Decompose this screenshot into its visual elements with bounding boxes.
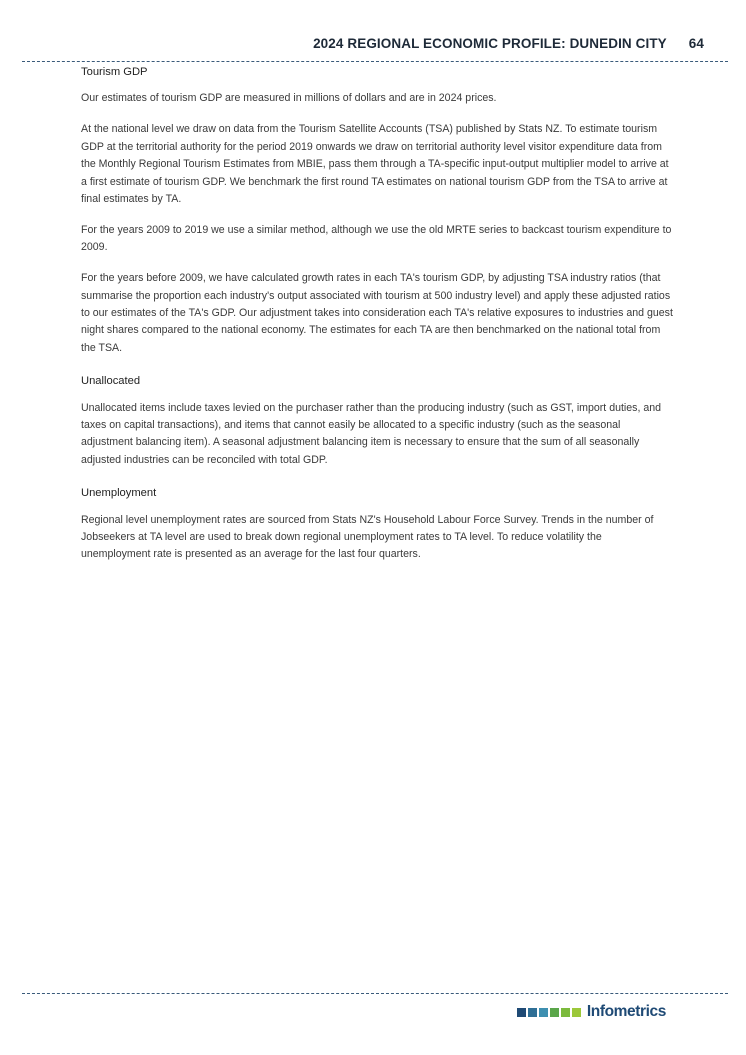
page-number: 64 [688, 36, 704, 51]
paragraph: Our estimates of tourism GDP are measured in millions of dollars and are in 2024 prices. [81, 92, 497, 105]
paragraph: At the national level we draw on data from the Tourism Satellite Accounts (TSA) published by Stats NZ. To estimate tourism GDP at the territorial authority for the period 2019 onwards we draw on territorial authority level visitor expenditure data from the Monthly Regional Tourism Estimates from MBIE, pass them through a TA-specific input-output multiplier model to arrive at a first estimate of tourism GDP. We benchmark the first round TA estimates on national tourism GDP from the TSA to arrive at final estimates by TA. [81, 123, 669, 205]
section-heading: Tourism GDP [81, 66, 148, 78]
main-content [81, 64, 673, 577]
logo-square-icon [517, 1008, 526, 1017]
tourism-gdp-section [81, 64, 673, 357]
section-heading: Unallocated [81, 375, 141, 388]
unallocated-section [81, 373, 673, 469]
document-title: 2024 REGIONAL ECONOMIC PROFILE: DUNEDIN CITY [313, 36, 667, 51]
logo-square-icon [528, 1008, 537, 1017]
logo-square-icon [550, 1008, 559, 1017]
footer-divider [22, 993, 728, 994]
unemployment-section [81, 485, 673, 564]
header-divider [22, 61, 728, 62]
logo-square-icon [572, 1008, 581, 1017]
logo-square-icon [539, 1008, 548, 1017]
paragraph: For the years before 2009, we have calculated growth rates in each TA's tourism GDP, by adjusting TSA industry ratios (that summarise the proportion each industry's output associated with tourism at 500 industry level) and apply these adjusted ratios to our estimates of the TA's GDP. Our adjustment takes into consideration each TA's relative exposures to industries and guest night shares compared to the national economy. The estimates for each TA are then benchmarked on the national total from the TSA. [81, 272, 673, 354]
paragraph: For the years 2009 to 2019 we use a similar method, although we use the old MRTE series to backcast tourism expenditure to 2009. [81, 223, 672, 254]
section-heading: Unemployment [81, 487, 157, 500]
logo-text: Infometrics [586, 1003, 666, 1020]
paragraph: Regional level unemployment rates are sourced from Stats NZ's Household Labour Force Survey. Trends in the number of Jobseekers at TA level are used to break down regional unemployment rates to TA level. To reduce volatility the unemployment rate is presented as an average for the last four quarters. [81, 513, 654, 561]
infometrics-logo [517, 1003, 666, 1021]
paragraph: Unallocated items include taxes levied on the purchaser rather than the producing industry (such as GST, import duties, and taxes on capital transactions), and items that cannot easily be allocated to a specific industry (such as the seasonal adjustment balancing item). A seasonal adjustment balancing item is necessary to ensure that the sum of all seasonally adjusted industries can be reconciled with total GDP. [81, 401, 662, 466]
logo-square-icon [561, 1008, 570, 1017]
page-header [313, 36, 704, 51]
